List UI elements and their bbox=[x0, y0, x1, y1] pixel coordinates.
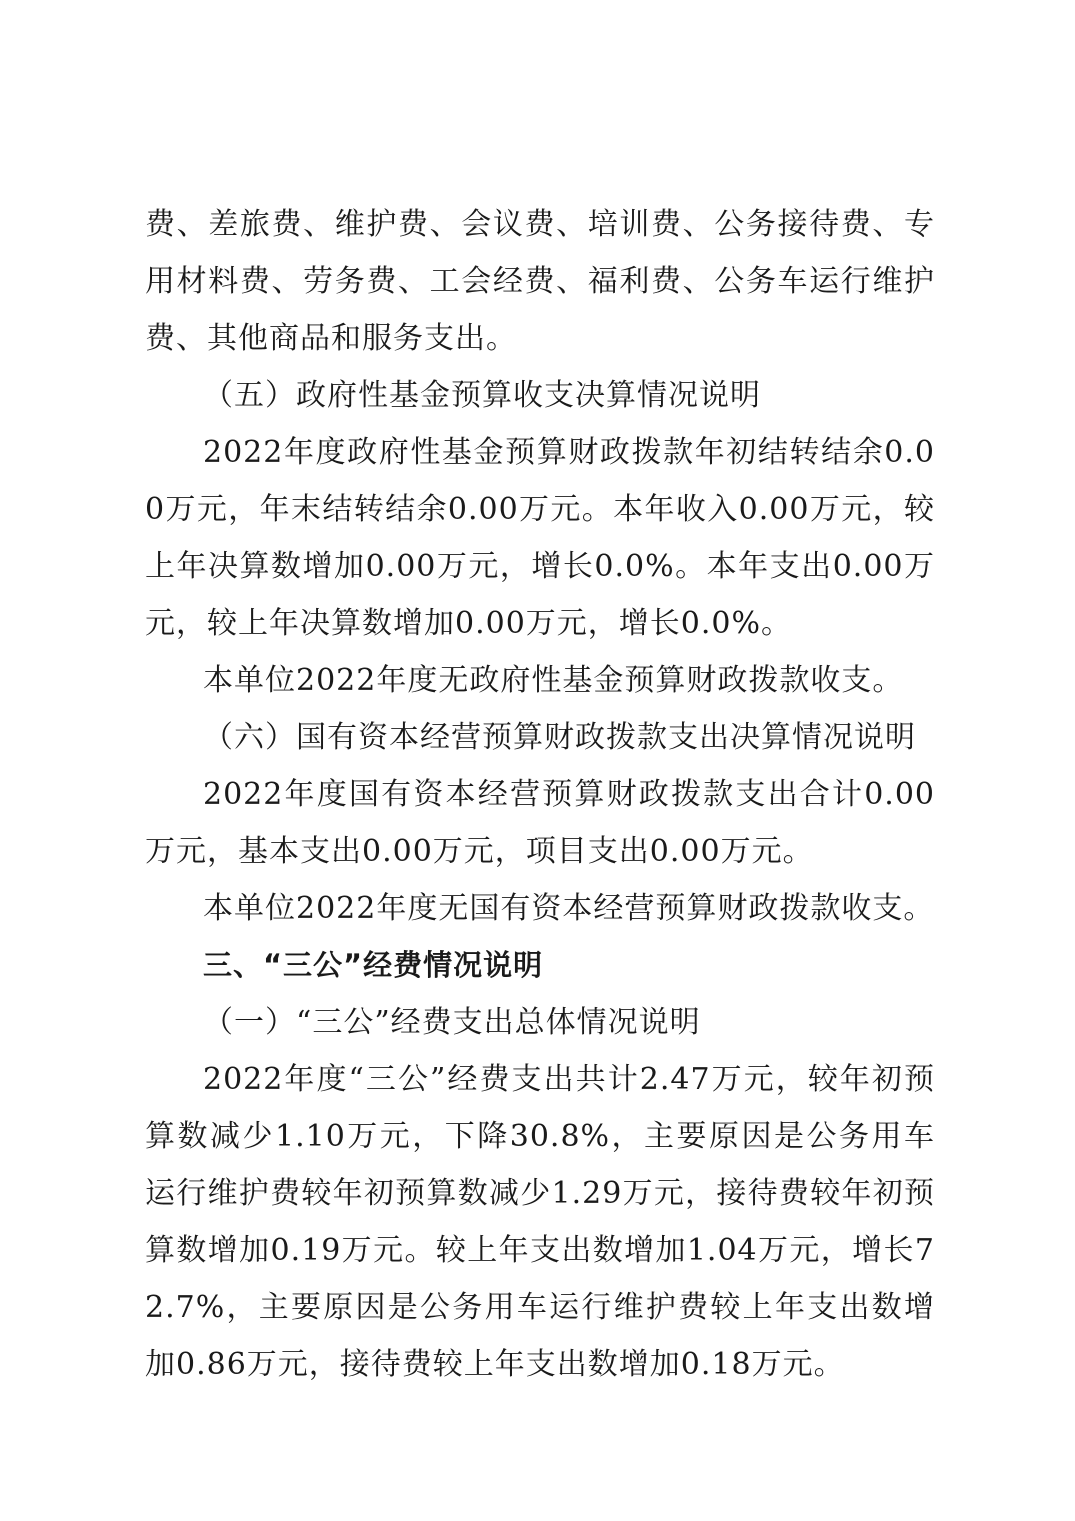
paragraph-three-public-detail: 2022年度“三公”经费支出共计2.47万元，较年初预算数减少1.10万元，下降30.8%，主要原因是公务用车运行维护费较年初预算数减少1.29万元，接待费较年初预算数增加0.19万元。较上年支出数增加1.04万元，增长72.7%，主要原因是公务用车运行维护费较上年支出数增加0.86万元，接待费较上年支出数增加0.18万元。 bbox=[145, 1062, 935, 1382]
paragraph-expense-list: 费、差旅费、维护费、会议费、培训费、公务接待费、专用材料费、劳务费、工会经费、福利费、公务车运行维护费、其他商品和服务支出。 bbox=[145, 207, 935, 356]
paragraph-state-capital-detail: 2022年度国有资本经营预算财政拨款支出合计0.00万元，基本支出0.00万元，项目支出0.00万元。 bbox=[145, 777, 935, 869]
heading-government-fund: （五）政府性基金预算收支决算情况说明 bbox=[203, 378, 761, 413]
document-body bbox=[145, 196, 935, 1393]
paragraph-government-fund-detail: 2022年度政府性基金预算财政拨款年初结转结余0.00万元，年末结转结余0.00万元。本年收入0.00万元，较上年决算数增加0.00万元，增长0.0%。本年支出0.00万元，较上年决算数增加0.00万元，增长0.0%。 bbox=[145, 435, 935, 641]
paragraph-government-fund-none: 本单位2022年度无政府性基金预算财政拨款收支。 bbox=[203, 663, 904, 698]
heading-state-capital: （六）国有资本经营预算财政拨款支出决算情况说明 bbox=[203, 720, 916, 755]
heading-three-public-expenses: 三、“三公”经费情况说明 bbox=[203, 948, 544, 982]
heading-three-public-overall: （一）“三公”经费支出总体情况说明 bbox=[203, 1005, 701, 1040]
paragraph-state-capital-none: 本单位2022年度无国有资本经营预算财政拨款收支。 bbox=[203, 891, 935, 926]
